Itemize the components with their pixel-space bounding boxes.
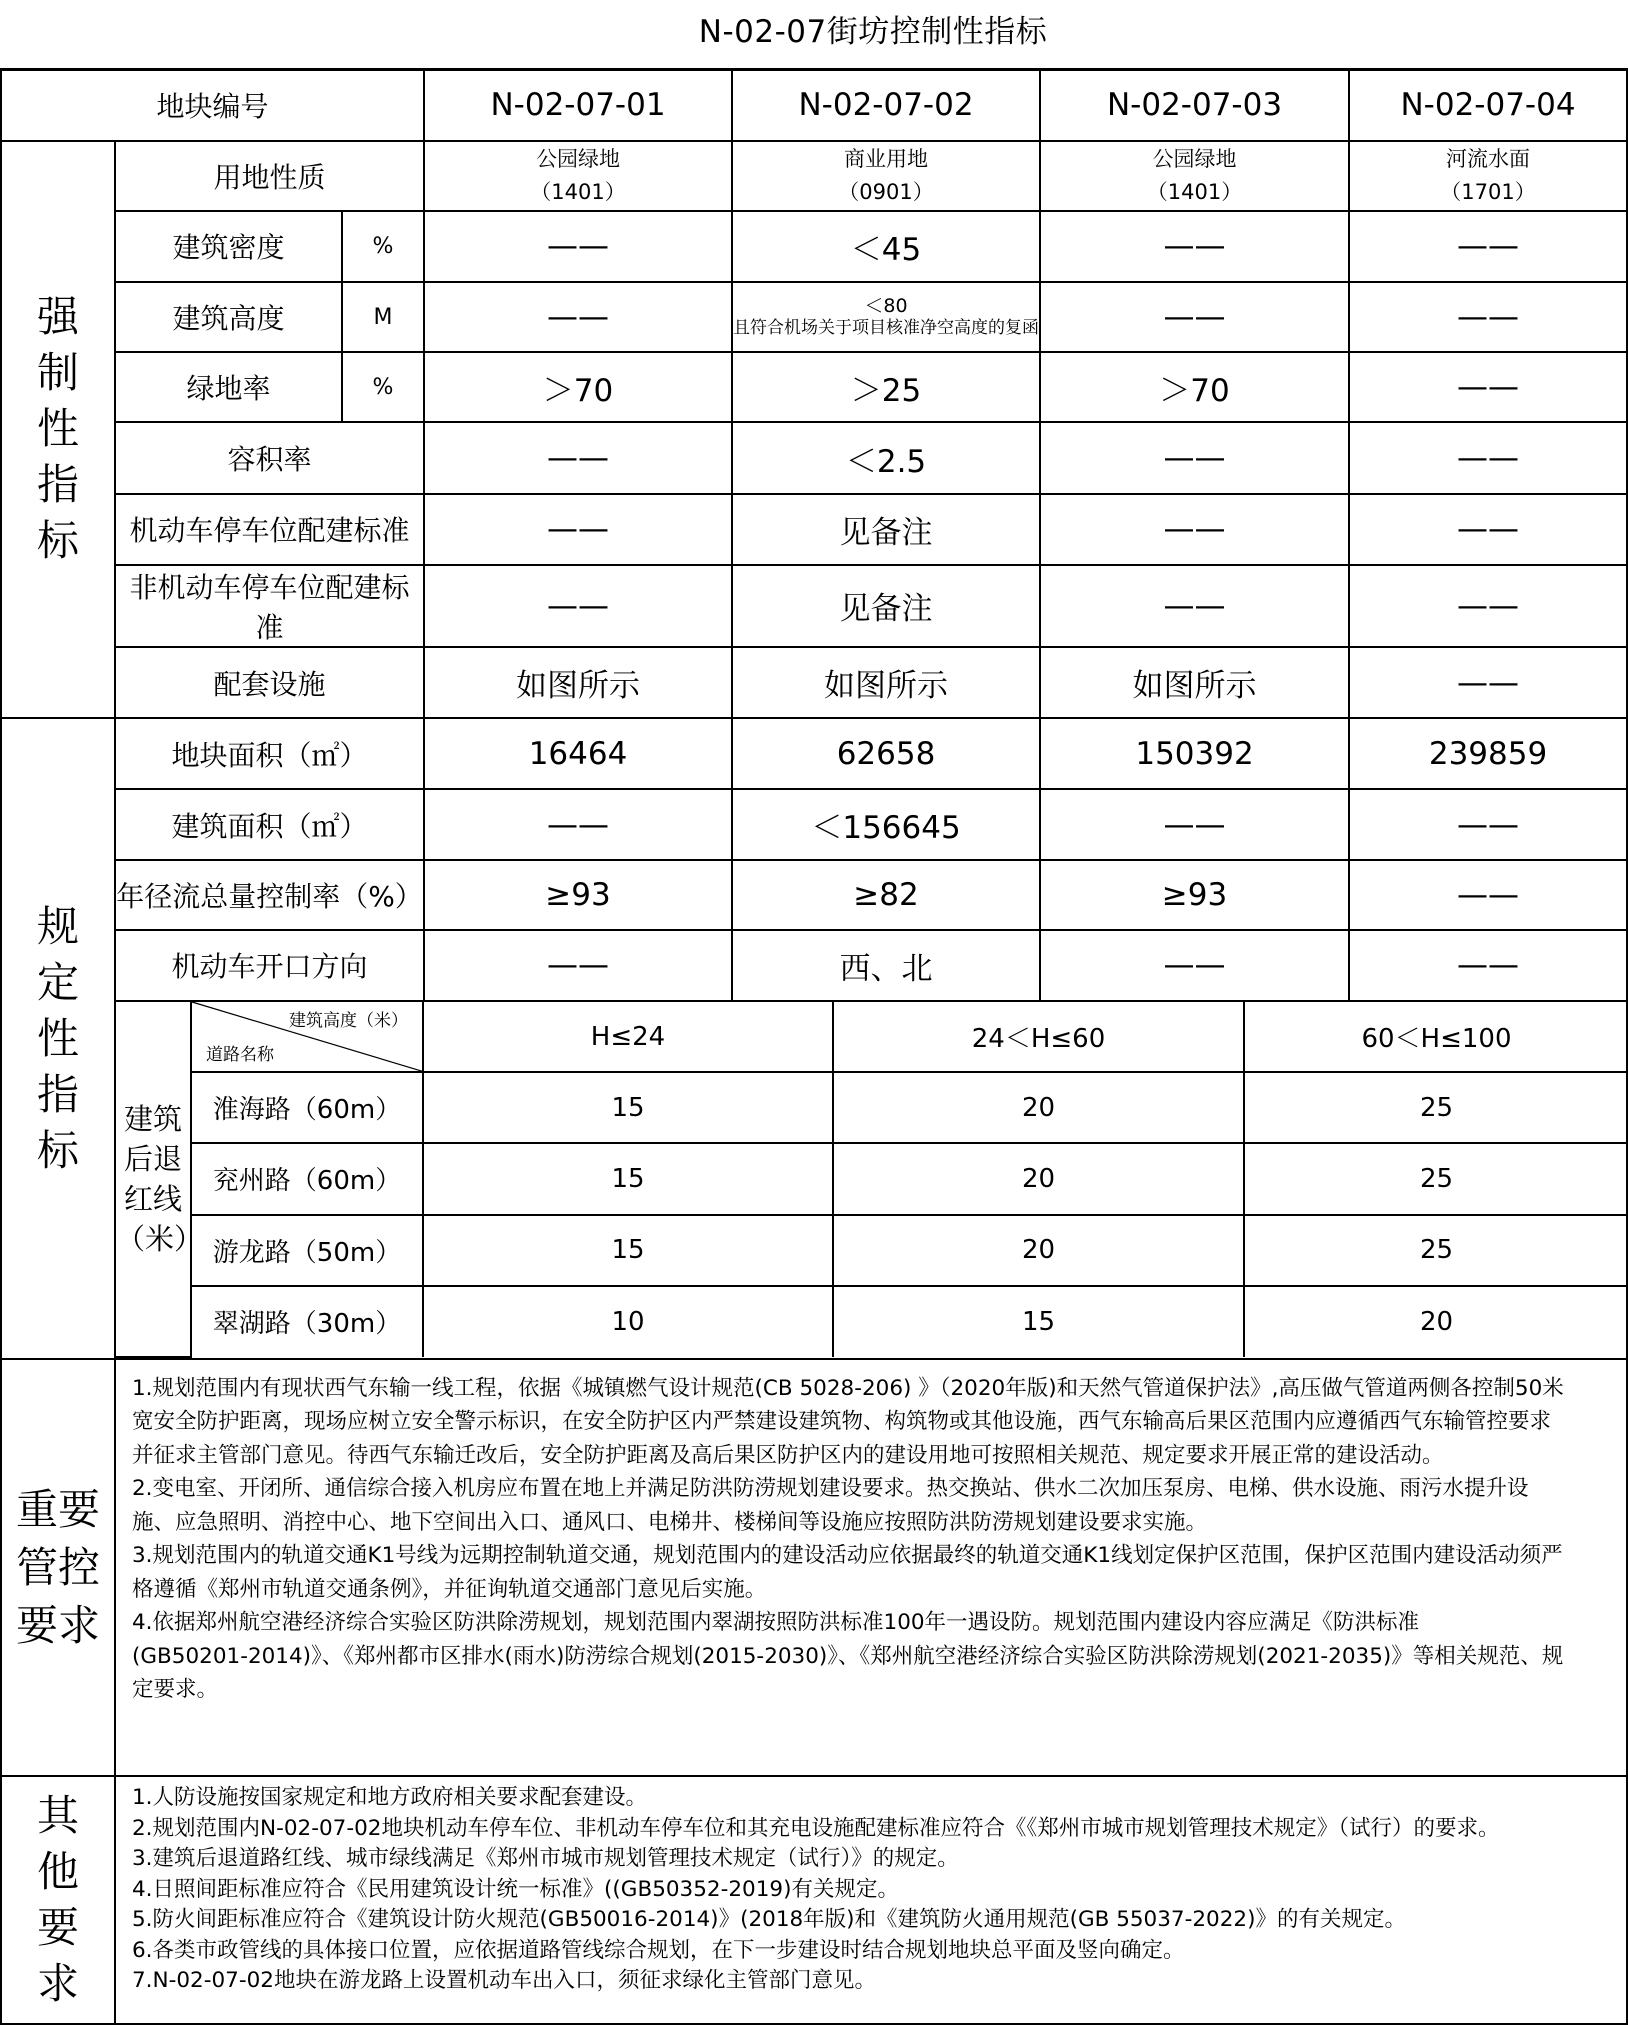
setback-row bbox=[116, 1143, 1628, 1214]
row-height bbox=[1, 282, 1627, 352]
height-note: 且符合机场关于项目核准净空高度的复函 bbox=[733, 318, 1040, 339]
row-runoff bbox=[1, 860, 1627, 930]
land-use-cell bbox=[1040, 141, 1349, 211]
row-density bbox=[1, 211, 1627, 282]
setback-row bbox=[116, 1072, 1628, 1143]
setback-diagonal-header bbox=[191, 1002, 423, 1072]
land-use-name: 河流水面 bbox=[1446, 146, 1531, 171]
category-line: 管控 bbox=[15, 1542, 100, 1592]
category-char: 求 bbox=[36, 1959, 79, 2009]
height-value-cell bbox=[732, 282, 1040, 352]
setback-row bbox=[116, 1286, 1628, 1357]
entrance-value: —— bbox=[424, 930, 732, 1001]
setback-value: 25 bbox=[1244, 1072, 1628, 1143]
floor-area-value: —— bbox=[1349, 789, 1627, 859]
setback-road-name: 淮海路（60m） bbox=[191, 1072, 423, 1143]
facilities-value: —— bbox=[1349, 647, 1627, 718]
far-label: 容积率 bbox=[115, 422, 424, 493]
setback-category-line: 红线 bbox=[123, 1181, 182, 1216]
other-category bbox=[1, 1776, 115, 2024]
category-char: 标 bbox=[36, 1125, 79, 1175]
category-char: 性 bbox=[36, 1013, 79, 1063]
diag-bottom-label: 道路名称 bbox=[206, 1045, 274, 1066]
land-use-code: （0901） bbox=[838, 179, 934, 204]
requirement-line: 5.防火间距标准应符合《建筑设计防火规范(GB50016-2014)》(2018年版)和《建筑防火通用规范(GB 55037-2022)》的有关规定。 bbox=[132, 1907, 1406, 1933]
row-important-requirements bbox=[1, 1359, 1627, 1776]
facilities-value: 如图所示 bbox=[424, 647, 732, 718]
important-category bbox=[1, 1359, 115, 1776]
setback-category-line: 后退 bbox=[123, 1141, 182, 1176]
height-value: —— bbox=[1040, 282, 1349, 352]
category-char: 规 bbox=[36, 901, 79, 951]
requirement-line: 2.规划范围内N-02-07-02地块机动车停车位、非机动车停车位和其充电设施配建标准应符合《《郑州市城市规划管理技术规定》（试行）的要求。 bbox=[132, 1815, 1500, 1841]
category-char: 指 bbox=[36, 460, 79, 510]
motor-parking-value: —— bbox=[424, 494, 732, 565]
motor-parking-value: —— bbox=[1349, 494, 1627, 565]
row-setback bbox=[1, 1001, 1627, 1359]
requirement-line: 4.依据郑州航空港经济综合实验区防洪除涝规划，规划范围内翠湖按照防洪标准100年一遇设防。规划范围内建设内容应满足《防洪标准 bbox=[132, 1610, 1420, 1636]
floor-area-value: —— bbox=[1040, 789, 1349, 859]
floor-area-value: ＜156645 bbox=[732, 789, 1040, 859]
category-char: 制 bbox=[36, 348, 79, 398]
motor-parking-value: —— bbox=[1040, 494, 1349, 565]
parcel-id-03: N-02-07-03 bbox=[1040, 70, 1349, 141]
parcel-area-value: 16464 bbox=[424, 718, 732, 789]
regulatory-category bbox=[1, 718, 115, 1359]
requirement-line: 2.变电室、开闭所、通信综合接入机房应布置在地上并满足防洪防涝规划建设要求。热交换站、供水二次加压泵房、电梯、供水设施、雨污水提升设 bbox=[132, 1476, 1529, 1502]
land-use-code: （1401） bbox=[530, 179, 626, 204]
parcel-area-value: 62658 bbox=[732, 718, 1040, 789]
setback-table bbox=[116, 1002, 1628, 1358]
setback-value: 20 bbox=[833, 1143, 1244, 1214]
row-nonmotor-parking bbox=[1, 565, 1627, 647]
nonmotor-parking-value: —— bbox=[1349, 565, 1627, 647]
setback-value: 25 bbox=[1244, 1215, 1628, 1286]
facilities-label: 配套设施 bbox=[115, 647, 424, 718]
density-label: 建筑密度 bbox=[115, 211, 342, 282]
category-char: 指 bbox=[36, 1069, 79, 1119]
requirement-line: 1.人防设施按国家规定和地方政府相关要求配套建设。 bbox=[132, 1785, 648, 1811]
green-ratio-value: ＞70 bbox=[1040, 352, 1349, 422]
setback-col-header: 60＜H≤100 bbox=[1244, 1002, 1628, 1072]
land-use-name: 公园绿地 bbox=[1152, 146, 1237, 171]
category-line: 重要 bbox=[15, 1484, 100, 1534]
land-use-label: 用地性质 bbox=[115, 141, 424, 211]
land-use-cell bbox=[1349, 141, 1627, 211]
far-value: —— bbox=[424, 422, 732, 493]
facilities-value: 如图所示 bbox=[1040, 647, 1349, 718]
setback-value: 25 bbox=[1244, 1143, 1628, 1214]
runoff-value: ≥93 bbox=[1040, 860, 1349, 930]
nonmotor-parking-value: —— bbox=[1040, 565, 1349, 647]
parcel-id-label: 地块编号 bbox=[1, 70, 424, 141]
setback-header-row bbox=[116, 1002, 1628, 1072]
category-char: 强 bbox=[36, 292, 79, 342]
parcel-id-01: N-02-07-01 bbox=[424, 70, 732, 141]
setback-value: 15 bbox=[423, 1143, 833, 1214]
requirement-line: 定要求。 bbox=[132, 1677, 219, 1703]
page-title: N-02-07街坊控制性指标 bbox=[698, 14, 1048, 50]
row-far bbox=[1, 422, 1627, 493]
category-char: 定 bbox=[36, 957, 79, 1007]
setback-category-line: 建筑 bbox=[123, 1101, 182, 1136]
far-value: ＜2.5 bbox=[732, 422, 1040, 493]
row-land-use bbox=[1, 141, 1627, 211]
height-value: ＜80 bbox=[864, 295, 908, 318]
other-requirements-text bbox=[115, 1776, 1627, 2024]
setback-col-header: 24＜H≤60 bbox=[833, 1002, 1244, 1072]
category-line: 要求 bbox=[15, 1600, 100, 1650]
setback-value: 10 bbox=[423, 1286, 833, 1357]
row-other-requirements bbox=[1, 1776, 1627, 2024]
land-use-cell bbox=[732, 141, 1040, 211]
requirement-line: 7.N-02-07-02地块在游龙路上设置机动车出入口，须征求绿化主管部门意见。 bbox=[132, 1968, 876, 1994]
density-value: ＜45 bbox=[732, 211, 1040, 282]
motor-parking-label: 机动车停车位配建标准 bbox=[115, 494, 424, 565]
category-char: 他 bbox=[36, 1847, 79, 1897]
setback-value: 15 bbox=[423, 1215, 833, 1286]
nonmotor-parking-label: 非机动车停车位配建标准 bbox=[115, 565, 424, 647]
setback-value: 15 bbox=[423, 1072, 833, 1143]
density-value: —— bbox=[1040, 211, 1349, 282]
density-unit: % bbox=[342, 211, 424, 282]
land-use-code: （1701） bbox=[1440, 179, 1536, 204]
runoff-value: —— bbox=[1349, 860, 1627, 930]
height-value: —— bbox=[1349, 282, 1627, 352]
setback-value: 20 bbox=[833, 1072, 1244, 1143]
setback-category-line: （米） bbox=[116, 1221, 204, 1256]
parcel-id-02: N-02-07-02 bbox=[732, 70, 1040, 141]
runoff-value: ≥82 bbox=[732, 860, 1040, 930]
far-value: —— bbox=[1349, 422, 1627, 493]
runoff-value: ≥93 bbox=[424, 860, 732, 930]
setback-value: 20 bbox=[833, 1215, 1244, 1286]
category-char: 性 bbox=[36, 404, 79, 454]
row-floor-area bbox=[1, 789, 1627, 859]
facilities-value: 如图所示 bbox=[732, 647, 1040, 718]
parcel-area-value: 239859 bbox=[1349, 718, 1627, 789]
density-value: —— bbox=[424, 211, 732, 282]
green-ratio-value: ＞25 bbox=[732, 352, 1040, 422]
setback-value: 15 bbox=[833, 1286, 1244, 1357]
density-value: —— bbox=[1349, 211, 1627, 282]
nonmotor-parking-value: —— bbox=[424, 565, 732, 647]
land-use-code: （1401） bbox=[1146, 179, 1243, 204]
entrance-value: —— bbox=[1349, 930, 1627, 1001]
category-char: 其 bbox=[36, 1791, 79, 1841]
indicator-table bbox=[0, 68, 1628, 2025]
setback-category bbox=[116, 1002, 204, 1357]
important-requirements-text bbox=[115, 1359, 1627, 1776]
setback-block bbox=[115, 1001, 1627, 1359]
height-value: —— bbox=[424, 282, 732, 352]
motor-parking-value: 见备注 bbox=[732, 494, 1040, 565]
requirement-line: 4.日照间距标准应符合《民用建筑设计统一标准》((GB50352-2019)有关规定。 bbox=[132, 1876, 899, 1902]
parcel-id-04: N-02-07-04 bbox=[1349, 70, 1627, 141]
floor-area-label: 建筑面积（㎡） bbox=[115, 789, 424, 859]
floor-area-value: —— bbox=[424, 789, 732, 859]
requirement-line: 并征求主管部门意见。待西气东输迁改后，安全防护距离及高后果区防护区内的建设用地可按照相关规范、规定要求开展正常的建设活动。 bbox=[132, 1442, 1444, 1468]
far-value: —— bbox=[1040, 422, 1349, 493]
entrance-value: 西、北 bbox=[732, 930, 1040, 1001]
green-ratio-value: ＞70 bbox=[424, 352, 732, 422]
requirement-line: 格遵循《郑州市轨道交通条例》，并征询轨道交通部门意见后实施。 bbox=[132, 1576, 767, 1602]
height-label: 建筑高度 bbox=[115, 282, 342, 352]
row-entrance bbox=[1, 930, 1627, 1001]
setback-road-name: 兖州路（60m） bbox=[191, 1143, 423, 1214]
category-char: 标 bbox=[36, 516, 79, 566]
mandatory-category bbox=[1, 141, 115, 719]
nonmotor-parking-value: 见备注 bbox=[732, 565, 1040, 647]
requirement-line: 3.规划范围内的轨道交通K1号线为远期控制轨道交通，规划范围内的建设活动应依据最终的轨道交通K1线划定保护区范围，保护区范围内建设活动须严 bbox=[132, 1543, 1563, 1569]
requirement-line: 3.建筑后退道路红线、城市绿线满足《郑州市城市规划管理技术规定（试行）》的规定。 bbox=[132, 1846, 959, 1872]
height-unit: M bbox=[342, 282, 424, 352]
entrance-label: 机动车开口方向 bbox=[115, 930, 424, 1001]
setback-row bbox=[116, 1215, 1628, 1286]
setback-col-header: H≤24 bbox=[423, 1002, 833, 1072]
entrance-value: —— bbox=[1040, 930, 1349, 1001]
row-green-ratio bbox=[1, 352, 1627, 422]
row-facilities bbox=[1, 647, 1627, 718]
diag-top-label: 建筑高度（米） bbox=[289, 1010, 408, 1031]
row-parcel-area bbox=[1, 718, 1627, 789]
land-use-name: 公园绿地 bbox=[536, 146, 621, 171]
requirement-line: 施、应急照明、消控中心、地下空间出入口、通风口、电梯井、楼梯间等设施应按照防洪防涝规划建设要求实施。 bbox=[132, 1509, 1208, 1535]
parcel-area-value: 150392 bbox=[1040, 718, 1349, 789]
green-ratio-label: 绿地率 bbox=[115, 352, 342, 422]
parcel-area-label: 地块面积（㎡） bbox=[115, 718, 424, 789]
land-use-name: 商业用地 bbox=[844, 146, 929, 171]
setback-value: 20 bbox=[1244, 1286, 1628, 1357]
requirement-line: (GB50201-2014)》、《郑州都市区排水(雨水)防涝综合规划(2015-2030)》、《郑州航空港经济综合实验区防洪除涝规划(2021-2035)》等相关规范、规 bbox=[132, 1643, 1564, 1669]
requirement-line: 6.各类市政管线的具体接口位置，应依据道路管线综合规划，在下一步建设时结合规划地块总平面及竖向确定。 bbox=[132, 1937, 1185, 1963]
runoff-label: 年径流总量控制率（%） bbox=[115, 860, 424, 930]
setback-road-name: 游龙路（50m） bbox=[191, 1215, 423, 1286]
land-use-cell bbox=[424, 141, 732, 211]
header-row bbox=[1, 70, 1627, 141]
row-motor-parking bbox=[1, 494, 1627, 565]
green-ratio-value: —— bbox=[1349, 352, 1627, 422]
setback-road-name: 翠湖路（30m） bbox=[191, 1286, 423, 1357]
requirement-line: 宽安全防护距离，现场应树立安全警示标识，在安全防护区内严禁建设建筑物、构筑物或其他设施，西气东输高后果区范围内应遵循西气东输管控要求 bbox=[132, 1409, 1552, 1435]
green-ratio-unit: % bbox=[342, 352, 424, 422]
category-char: 要 bbox=[36, 1903, 79, 1953]
requirement-line: 1.规划范围内有现状西气东输一线工程，依据《城镇燃气设计规范(CB 5028-206) 》（2020年版)和天然气管道保护法》,高压做气管道两侧各控制50米 bbox=[132, 1375, 1564, 1401]
